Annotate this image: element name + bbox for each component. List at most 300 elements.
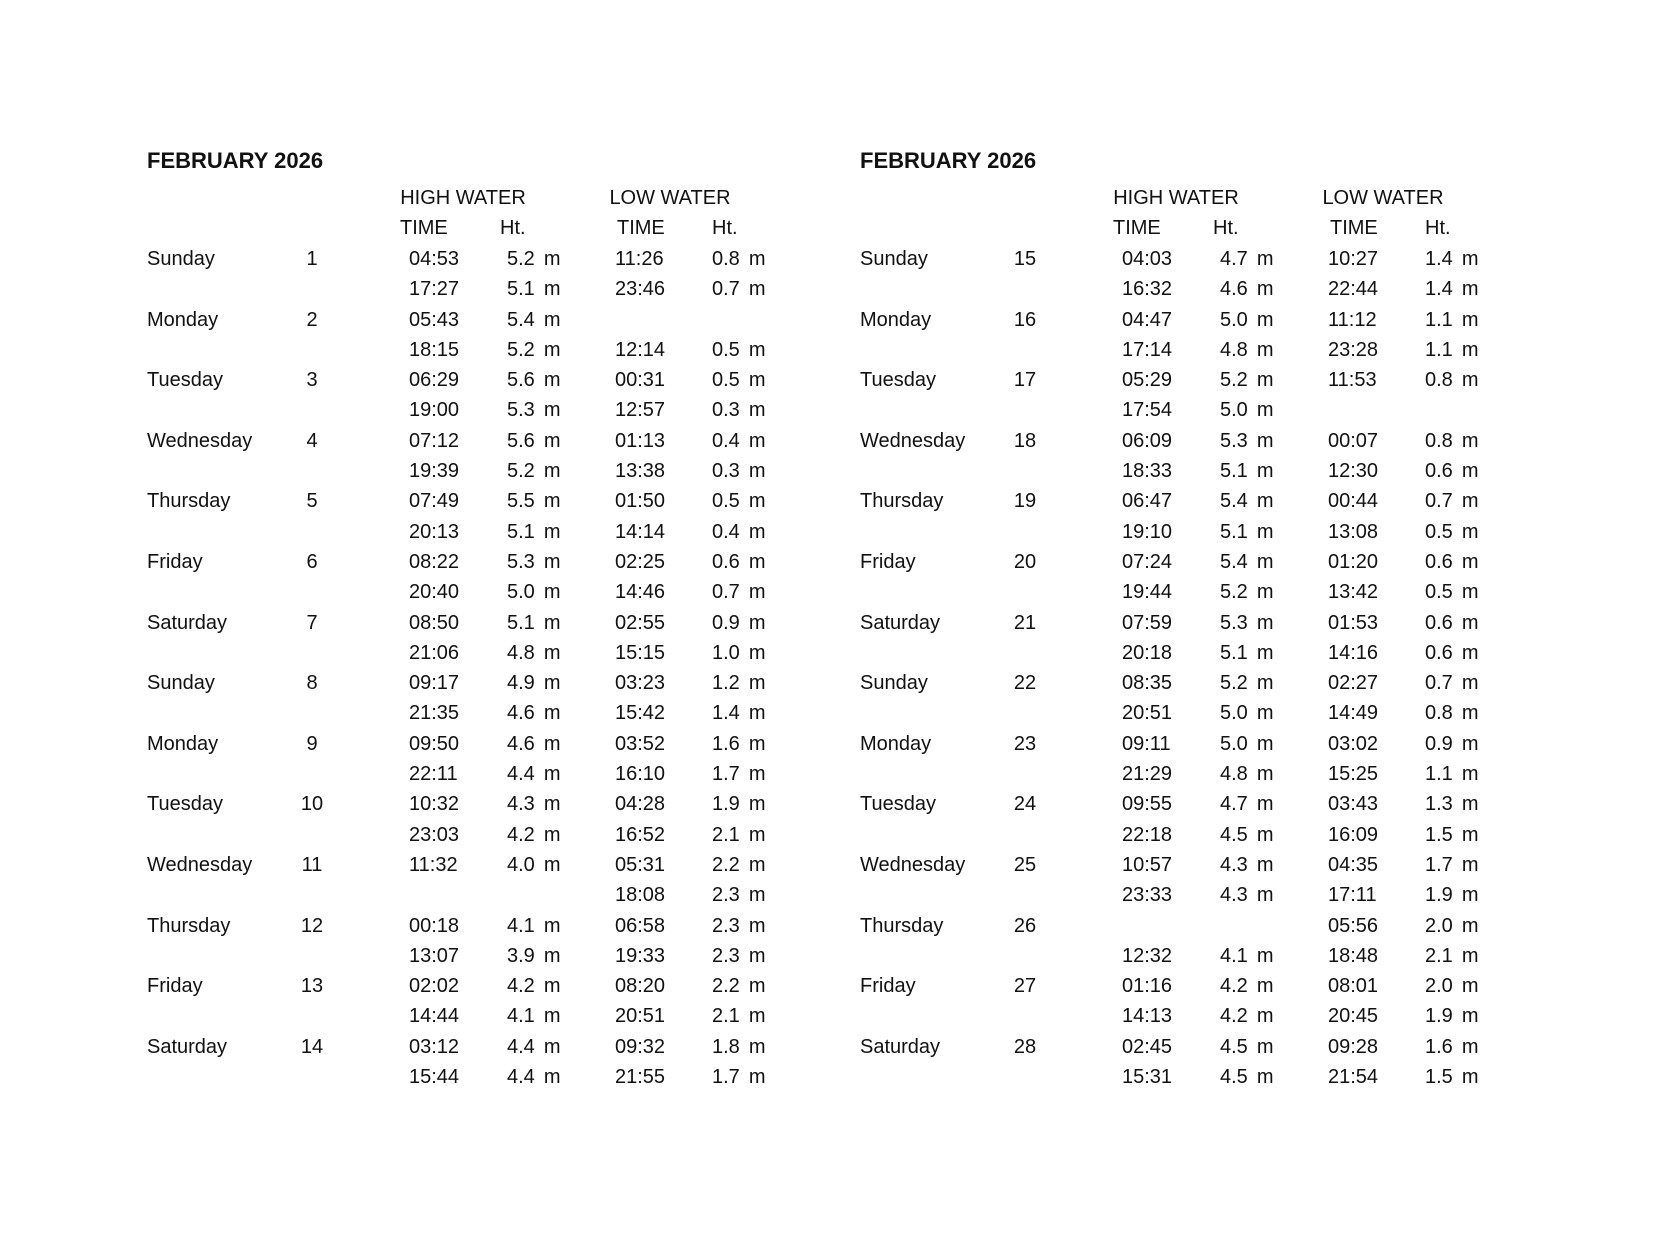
height-value: 4.9 <box>507 672 535 695</box>
low-height-cell <box>712 759 765 789</box>
unit-label: m <box>1256 278 1274 301</box>
height-value: 5.0 <box>1220 702 1248 725</box>
unit-label: m <box>748 338 766 361</box>
unit-label: m <box>748 823 766 846</box>
unit-label: m <box>1256 763 1274 786</box>
high-time-cell: 00:18 <box>409 914 460 937</box>
unit-label: m <box>1461 975 1479 998</box>
low-time-cell: 11:53 <box>1328 369 1377 392</box>
weekday-cell: Wednesday <box>860 429 966 452</box>
high-height-cell <box>1220 759 1273 789</box>
date-cell: 26 <box>1013 914 1037 937</box>
unit-label: m <box>543 853 561 876</box>
table-row <box>860 698 1580 728</box>
unit-label: m <box>1461 914 1479 937</box>
unit-label: m <box>1256 672 1274 695</box>
table-row <box>860 820 1580 850</box>
high-time-cell: 10:32 <box>409 793 460 816</box>
unit-label: m <box>543 611 561 634</box>
high-time-header: TIME <box>1113 217 1161 239</box>
high-time-cell: 05:29 <box>1122 369 1173 392</box>
low-time-cell: 21:54 <box>1328 1066 1379 1089</box>
low-time-cell: 05:31 <box>615 853 666 876</box>
low-time-cell: 11:26 <box>615 248 664 270</box>
height-value: 0.8 <box>712 248 740 270</box>
weekday-cell: Sunday <box>147 672 215 695</box>
unit-label: m <box>748 369 766 392</box>
low-height-cell <box>1425 698 1478 728</box>
unit-label: m <box>748 1066 766 1089</box>
high-time-cell: 19:39 <box>409 460 460 483</box>
height-value: 5.1 <box>1220 520 1248 543</box>
high-water-header: HIGH WATER <box>1113 187 1239 209</box>
low-height-cell <box>1425 577 1478 607</box>
unit-label: m <box>1461 278 1479 301</box>
date-cell: 3 <box>306 369 318 392</box>
high-height-cell <box>1220 941 1273 971</box>
table-row <box>147 456 867 486</box>
weekday-cell: Tuesday <box>147 369 223 392</box>
unit-label: m <box>748 1035 766 1058</box>
date-cell: 4 <box>306 429 318 452</box>
height-value: 4.2 <box>1220 1005 1248 1028</box>
table-row <box>860 456 1580 486</box>
low-height-cell <box>1425 335 1478 365</box>
low-time-cell: 21:55 <box>615 1066 666 1089</box>
table-row <box>860 789 1580 819</box>
low-height-cell <box>712 638 765 668</box>
high-height-cell <box>1220 608 1273 638</box>
table-row <box>147 365 867 395</box>
weekday-cell: Thursday <box>860 490 944 513</box>
height-value: 2.2 <box>712 975 740 998</box>
height-value: 0.8 <box>1425 429 1453 452</box>
unit-label: m <box>748 1005 766 1028</box>
high-height-header: Ht. <box>1213 217 1239 239</box>
height-value: 4.6 <box>1220 278 1248 301</box>
table-row <box>147 971 867 1001</box>
unit-label: m <box>1461 763 1479 786</box>
low-height-cell <box>712 1032 765 1062</box>
high-height-cell <box>1220 1001 1273 1031</box>
table-row <box>860 1001 1580 1031</box>
unit-label: m <box>1256 581 1274 604</box>
height-value: 0.5 <box>712 369 740 392</box>
low-time-cell: 15:15 <box>615 641 666 664</box>
high-height-cell <box>1220 850 1273 880</box>
low-height-cell <box>1425 941 1478 971</box>
unit-label: m <box>1256 550 1274 573</box>
table-row <box>147 547 867 577</box>
height-value: 5.2 <box>507 338 535 361</box>
table-row <box>147 850 867 880</box>
low-height-cell <box>712 668 765 698</box>
table-row <box>147 426 867 456</box>
low-time-cell: 12:57 <box>615 399 666 422</box>
date-cell: 5 <box>306 490 318 513</box>
low-time-cell: 18:48 <box>1328 944 1379 967</box>
height-value: 4.6 <box>507 732 535 755</box>
table-row <box>147 668 867 698</box>
low-height-cell <box>1425 426 1478 456</box>
high-height-cell <box>507 486 560 516</box>
height-value: 4.1 <box>507 1005 535 1028</box>
high-height-cell <box>507 365 560 395</box>
high-time-cell: 17:27 <box>409 278 460 301</box>
height-value: 5.4 <box>1220 490 1248 513</box>
low-height-cell <box>1425 729 1478 759</box>
date-cell: 1 <box>306 248 318 270</box>
low-time-cell: 14:49 <box>1328 702 1379 725</box>
high-height-cell <box>507 759 560 789</box>
height-value: 0.5 <box>1425 520 1453 543</box>
high-height-cell <box>507 547 560 577</box>
low-time-cell: 14:14 <box>615 520 666 543</box>
high-time-cell: 11:32 <box>409 853 458 876</box>
table-row <box>147 638 867 668</box>
high-time-cell: 02:45 <box>1122 1035 1173 1058</box>
height-value: 0.9 <box>712 611 740 634</box>
high-height-cell <box>507 274 560 304</box>
low-height-cell <box>712 426 765 456</box>
height-value: 0.7 <box>712 278 740 301</box>
high-time-cell: 04:53 <box>409 248 460 270</box>
unit-label: m <box>1461 672 1479 695</box>
date-cell: 18 <box>1013 429 1037 452</box>
low-time-cell: 03:43 <box>1328 793 1379 816</box>
high-height-cell <box>507 850 560 880</box>
low-time-cell: 03:52 <box>615 732 666 755</box>
unit-label: m <box>748 793 766 816</box>
high-time-cell: 18:15 <box>409 338 460 361</box>
unit-label: m <box>1256 1035 1274 1058</box>
unit-label: m <box>543 732 561 755</box>
low-height-cell <box>712 486 765 516</box>
date-cell: 24 <box>1013 793 1037 816</box>
unit-label: m <box>1256 732 1274 755</box>
unit-label: m <box>748 248 766 270</box>
unit-label: m <box>1461 550 1479 573</box>
weekday-cell: Friday <box>860 975 916 998</box>
high-time-cell: 21:35 <box>409 702 460 725</box>
high-time-cell: 12:32 <box>1122 944 1173 967</box>
height-value: 0.6 <box>1425 611 1453 634</box>
low-height-cell <box>712 1062 765 1092</box>
height-value: 4.3 <box>1220 884 1248 907</box>
low-height-cell <box>712 820 765 850</box>
table-row <box>147 608 867 638</box>
high-height-cell <box>1220 517 1273 547</box>
height-value: 1.9 <box>1425 1005 1453 1028</box>
low-time-cell: 23:46 <box>615 278 666 301</box>
high-time-cell: 10:57 <box>1122 853 1173 876</box>
date-cell: 2 <box>306 308 318 331</box>
height-value: 1.3 <box>1425 793 1453 816</box>
high-time-cell: 09:11 <box>1122 732 1171 755</box>
table-row <box>147 820 867 850</box>
unit-label: m <box>748 641 766 664</box>
table-row <box>860 305 1580 335</box>
low-height-cell <box>712 244 765 274</box>
unit-label: m <box>1256 793 1274 816</box>
height-value: 5.3 <box>1220 611 1248 634</box>
low-height-cell <box>1425 1001 1478 1031</box>
high-time-cell: 04:47 <box>1122 308 1173 331</box>
high-time-cell: 16:32 <box>1122 278 1173 301</box>
unit-label: m <box>1461 1005 1479 1028</box>
height-value: 0.7 <box>1425 672 1453 695</box>
high-time-cell: 13:07 <box>409 944 460 967</box>
table-row <box>860 850 1580 880</box>
high-height-cell <box>507 1001 560 1031</box>
height-value: 1.9 <box>712 793 740 816</box>
high-height-cell <box>1220 1062 1273 1092</box>
low-height-cell <box>1425 1062 1478 1092</box>
table-row <box>860 486 1580 516</box>
unit-label: m <box>543 672 561 695</box>
table-row <box>147 395 867 425</box>
height-value: 4.8 <box>1220 763 1248 786</box>
table-row <box>147 486 867 516</box>
height-value: 0.5 <box>1425 581 1453 604</box>
high-height-cell <box>1220 698 1273 728</box>
high-time-cell: 23:33 <box>1122 884 1173 907</box>
height-value: 4.5 <box>1220 823 1248 846</box>
unit-label: m <box>1256 429 1274 452</box>
unit-label: m <box>543 793 561 816</box>
month-title: FEBRUARY 2026 <box>147 148 324 173</box>
unit-label: m <box>1461 1066 1479 1089</box>
table-row <box>147 335 867 365</box>
low-height-cell <box>1425 789 1478 819</box>
unit-label: m <box>1461 460 1479 483</box>
low-time-cell: 13:08 <box>1328 520 1379 543</box>
table-row <box>147 244 867 274</box>
date-cell: 20 <box>1013 550 1037 573</box>
height-value: 5.0 <box>1220 732 1248 755</box>
height-value: 2.3 <box>712 884 740 907</box>
height-value: 5.1 <box>1220 460 1248 483</box>
low-height-cell <box>1425 759 1478 789</box>
height-value: 4.8 <box>1220 338 1248 361</box>
table-row <box>860 608 1580 638</box>
height-value: 1.5 <box>1425 1066 1453 1089</box>
high-height-cell <box>1220 244 1273 274</box>
unit-label: m <box>543 641 561 664</box>
unit-label: m <box>1256 248 1274 270</box>
high-time-cell: 07:12 <box>409 429 460 452</box>
high-time-cell: 08:35 <box>1122 672 1173 695</box>
date-cell: 23 <box>1013 732 1037 755</box>
low-time-cell: 02:55 <box>615 611 666 634</box>
low-height-cell <box>712 365 765 395</box>
high-height-cell <box>507 941 560 971</box>
height-value: 0.5 <box>712 490 740 513</box>
height-value: 0.6 <box>1425 550 1453 573</box>
height-value: 5.0 <box>507 581 535 604</box>
date-cell: 11 <box>301 853 323 876</box>
high-time-cell: 23:03 <box>409 823 460 846</box>
unit-label: m <box>1256 823 1274 846</box>
date-cell: 10 <box>300 793 324 816</box>
high-height-cell <box>507 517 560 547</box>
unit-label: m <box>748 914 766 937</box>
weekday-cell: Wednesday <box>147 853 253 876</box>
high-time-cell: 17:14 <box>1122 338 1173 361</box>
high-height-cell <box>1220 789 1273 819</box>
height-value: 1.4 <box>1425 278 1453 301</box>
low-time-cell: 17:11 <box>1328 884 1377 907</box>
unit-label: m <box>1461 884 1479 907</box>
table-row <box>147 729 867 759</box>
table-row <box>860 880 1580 910</box>
unit-label: m <box>1461 823 1479 846</box>
high-time-cell: 21:29 <box>1122 763 1173 786</box>
height-value: 4.1 <box>507 914 535 937</box>
date-cell: 25 <box>1013 853 1037 876</box>
high-height-cell <box>1220 1032 1273 1062</box>
table-row <box>147 941 867 971</box>
low-time-cell: 00:31 <box>615 369 666 392</box>
height-value: 5.1 <box>1220 641 1248 664</box>
high-height-cell <box>507 335 560 365</box>
height-value: 4.5 <box>1220 1066 1248 1089</box>
date-cell: 13 <box>300 975 324 998</box>
low-height-header: Ht. <box>712 217 738 239</box>
high-time-cell: 22:11 <box>409 763 458 786</box>
unit-label: m <box>1461 944 1479 967</box>
height-value: 5.1 <box>507 278 535 301</box>
weekday-cell: Saturday <box>147 611 228 634</box>
unit-label: m <box>1256 944 1274 967</box>
low-time-cell: 04:35 <box>1328 853 1379 876</box>
high-height-cell <box>507 698 560 728</box>
table-row <box>860 941 1580 971</box>
unit-label: m <box>748 672 766 695</box>
low-time-cell: 13:42 <box>1328 581 1379 604</box>
table-row <box>147 1032 867 1062</box>
high-time-cell: 19:10 <box>1122 520 1173 543</box>
high-time-cell: 21:06 <box>409 641 460 664</box>
date-cell: 28 <box>1013 1035 1037 1058</box>
unit-label: m <box>543 823 561 846</box>
height-value: 0.7 <box>1425 490 1453 513</box>
high-height-cell <box>507 456 560 486</box>
height-value: 0.4 <box>712 520 740 543</box>
high-height-cell <box>507 1032 560 1062</box>
date-cell: 15 <box>1013 248 1037 270</box>
date-cell: 17 <box>1013 369 1037 392</box>
height-value: 4.4 <box>507 763 535 786</box>
unit-label: m <box>1256 853 1274 876</box>
high-time-cell: 20:40 <box>409 581 460 604</box>
low-height-cell <box>712 395 765 425</box>
height-value: 1.0 <box>712 641 740 664</box>
low-time-cell: 11:12 <box>1328 308 1377 331</box>
low-time-cell: 22:44 <box>1328 278 1379 301</box>
high-time-cell: 17:54 <box>1122 399 1173 422</box>
unit-label: m <box>1461 641 1479 664</box>
low-water-header: LOW WATER <box>609 187 731 209</box>
height-value: 5.3 <box>507 399 535 422</box>
unit-label: m <box>1256 884 1274 907</box>
low-height-cell <box>712 729 765 759</box>
weekday-cell: Saturday <box>860 611 941 634</box>
high-time-cell: 01:16 <box>1122 975 1173 998</box>
height-value: 5.1 <box>507 520 535 543</box>
unit-label: m <box>543 763 561 786</box>
unit-label: m <box>1256 1005 1274 1028</box>
weekday-cell: Friday <box>860 550 916 573</box>
height-value: 0.7 <box>712 581 740 604</box>
high-height-cell <box>507 577 560 607</box>
height-value: 1.6 <box>1425 1035 1453 1058</box>
height-value: 4.0 <box>507 853 535 876</box>
high-time-cell: 07:49 <box>409 490 460 513</box>
height-value: 4.7 <box>1220 793 1248 816</box>
height-value: 5.4 <box>507 308 535 331</box>
unit-label: m <box>543 278 561 301</box>
high-time-cell: 14:44 <box>409 1005 460 1028</box>
low-height-cell <box>1425 486 1478 516</box>
height-value: 2.2 <box>712 853 740 876</box>
height-value: 0.6 <box>1425 641 1453 664</box>
unit-label: m <box>543 399 561 422</box>
table-row <box>860 729 1580 759</box>
height-value: 2.0 <box>1425 914 1453 937</box>
table-row <box>147 789 867 819</box>
high-height-cell <box>1220 274 1273 304</box>
high-time-cell: 14:13 <box>1122 1005 1173 1028</box>
high-height-cell <box>1220 365 1273 395</box>
high-time-cell: 22:18 <box>1122 823 1173 846</box>
height-value: 1.7 <box>1425 853 1453 876</box>
table-row <box>147 1001 867 1031</box>
low-time-cell: 10:27 <box>1328 248 1379 270</box>
unit-label: m <box>748 611 766 634</box>
height-value: 4.1 <box>1220 944 1248 967</box>
high-height-cell <box>1220 880 1273 910</box>
unit-label: m <box>543 520 561 543</box>
high-height-cell <box>1220 547 1273 577</box>
unit-label: m <box>1461 429 1479 452</box>
unit-label: m <box>1461 490 1479 513</box>
table-row <box>147 1062 867 1092</box>
height-value: 4.3 <box>1220 853 1248 876</box>
height-value: 1.7 <box>712 763 740 786</box>
high-height-header: Ht. <box>500 217 526 239</box>
unit-label: m <box>748 520 766 543</box>
low-height-cell <box>712 789 765 819</box>
weekday-cell: Thursday <box>147 914 231 937</box>
unit-label: m <box>543 944 561 967</box>
height-value: 1.6 <box>712 732 740 755</box>
unit-label: m <box>1256 702 1274 725</box>
low-height-cell <box>1425 668 1478 698</box>
date-cell: 9 <box>306 732 318 755</box>
date-cell: 8 <box>306 672 318 695</box>
unit-label: m <box>543 338 561 361</box>
height-value: 2.3 <box>712 944 740 967</box>
height-value: 5.5 <box>507 490 535 513</box>
height-value: 4.2 <box>1220 975 1248 998</box>
high-time-cell: 20:13 <box>409 520 460 543</box>
table-row <box>860 395 1580 425</box>
weekday-cell: Tuesday <box>860 793 936 816</box>
low-time-cell: 15:25 <box>1328 763 1379 786</box>
height-value: 4.4 <box>507 1035 535 1058</box>
high-height-cell <box>1220 668 1273 698</box>
